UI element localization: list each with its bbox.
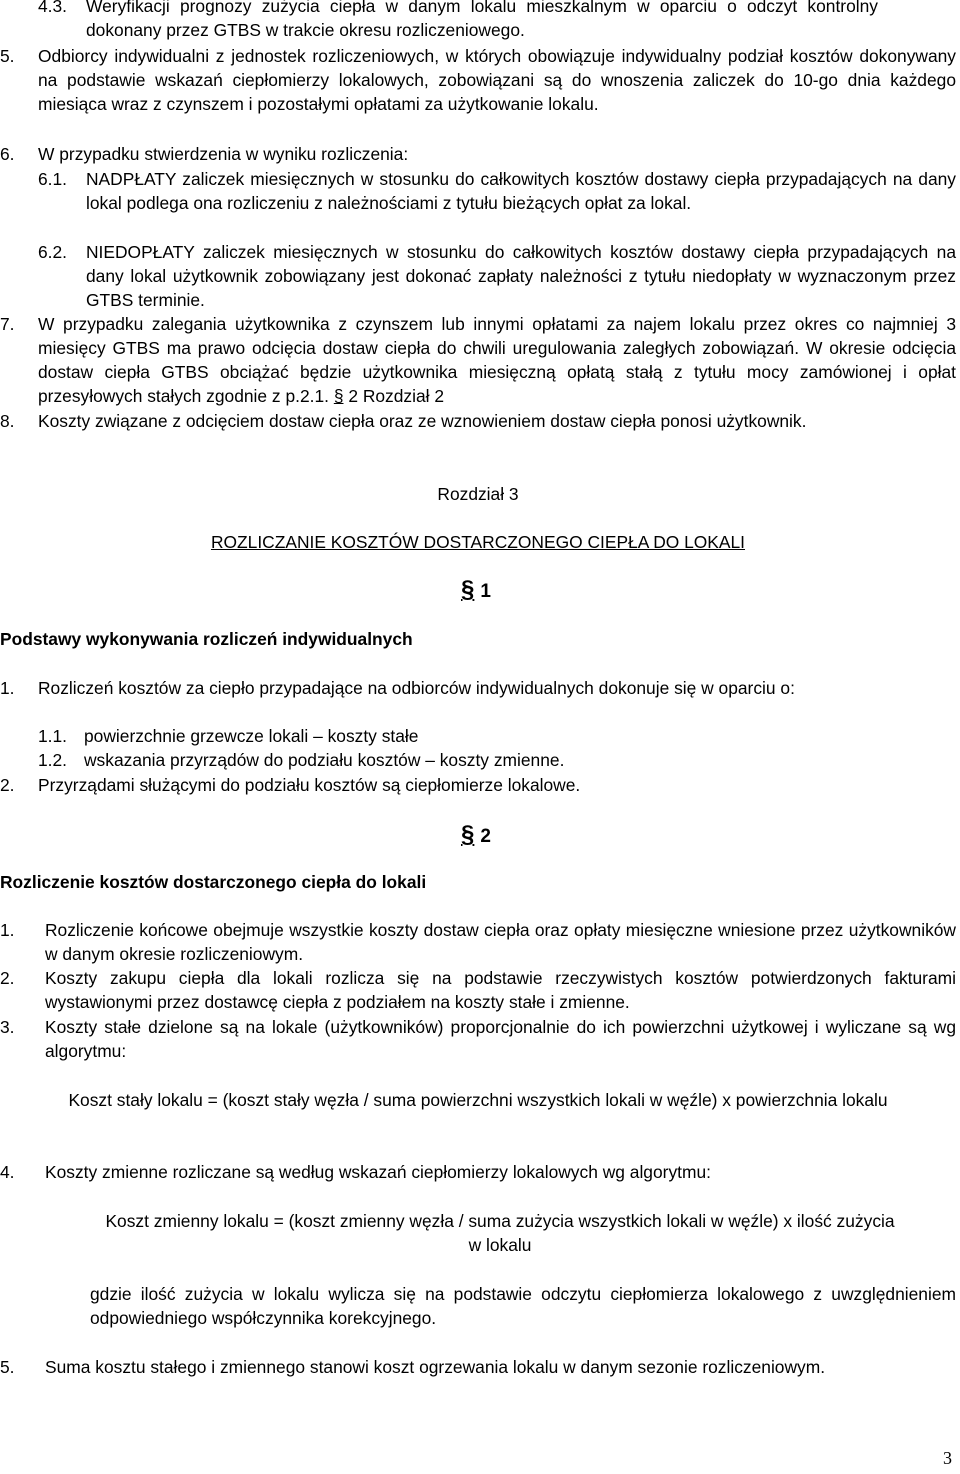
- item-number: 4.: [0, 1162, 15, 1182]
- item-number: 6.1.: [38, 169, 68, 189]
- section-number: 2: [480, 826, 491, 847]
- item-text: wskazania przyrządów do podziału kosztów – koszty zmienne.: [84, 750, 565, 770]
- cross-reference: § 2 Rozdział 2: [333, 386, 445, 406]
- item-text: powierzchnie grzewcze lokali – koszty stałe: [84, 726, 419, 746]
- section-number: 1: [480, 581, 491, 602]
- item-number: 5.: [0, 46, 15, 66]
- item-text: Koszty związane z odcięciem dostaw ciepła oraz ze wznowieniem dostaw ciepła ponosi użytkownik.: [38, 411, 807, 431]
- sec1-item-1-2: [38, 748, 938, 772]
- section-symbol: §: [461, 821, 475, 848]
- item-text: Koszty zmienne rozliczane są według wskazań ciepłomierzy lokalowych wg algorytmu:: [45, 1162, 711, 1182]
- item-number: 4.3.: [38, 0, 68, 16]
- formula-variable-cost: Koszt zmienny lokalu = (koszt zmienny węzła / suma zużycia wszystkich lokali w węźle) x ilość zużycia w lokalu: [105, 1211, 895, 1255]
- chapter-title: ROZLICZANIE KOSZTÓW DOSTARCZONEGO CIEPŁA DO LOKALI: [210, 532, 746, 552]
- item-6-2: [38, 240, 956, 312]
- section-symbol: §: [461, 576, 475, 603]
- item-text: Przyrządami służącymi do podziału kosztów są ciepłomierze lokalowe.: [38, 775, 581, 795]
- item-5: [0, 44, 956, 116]
- section-2-sign: [461, 821, 491, 849]
- item-number: 6.2.: [38, 242, 68, 262]
- item-8: [0, 409, 956, 433]
- item-text: Koszty stałe dzielone są na lokale (użytkowników) proporcjonalnie do ich powierzchni użytkowej i wyliczane są wg algorytmu:: [45, 1017, 956, 1061]
- item-4-3: [38, 0, 878, 42]
- item-number: 1.: [0, 920, 15, 940]
- item-number: 1.: [0, 678, 15, 698]
- sec1-item-2: [0, 773, 956, 797]
- item-text: [0, 312, 956, 408]
- item-number: 2.: [0, 775, 15, 795]
- item-text: Odbiorcy indywidualni z jednostek rozliczeniowych, w których obowiązuje indywidualny podział kosztów dokonywany na podstawie wskazań ciepłomierzy lokalowych, zobowiązani są do wnoszenia zaliczek do 10-go dnia każdego miesiąca wraz z czynszem i pozostałymi opłatami za użytkowanie lokalu.: [38, 46, 956, 114]
- item-number: 1.1.: [38, 726, 68, 746]
- sec1-item-1-1: [38, 724, 938, 748]
- item-number: 2.: [0, 968, 15, 988]
- item-text: Weryfikacji prognozy zużycia ciepła w danym lokalu mieszkalnym w oparciu o odczyt kontrolny dokonany przez GTBS w trakcie okresu rozliczeniowego.: [86, 0, 878, 40]
- section-1-sign: [461, 576, 491, 604]
- item-text: Suma kosztu stałego i zmiennego stanowi koszt ogrzewania lokalu w danym sezonie rozliczeniowym.: [45, 1357, 826, 1377]
- sec1-item-1: [0, 676, 956, 700]
- formula-fixed-cost: Koszt stały lokalu = (koszt stały węzła / suma powierzchni wszystkich lokali w węźle) x powierzchnia lokalu: [68, 1090, 888, 1110]
- item-text: NADPŁATY zaliczek miesięcznych w stosunku do całkowitych kosztów dostawy ciepła przypadających na dany lokal podlega ona rozliczeniu z należnościami z tytułu bieżących opłat za lokal.: [86, 169, 956, 213]
- item-6: [0, 142, 956, 166]
- item-text: NIEDOPŁATY zaliczek miesięcznych w stosunku do całkowitych kosztów dostawy ciepła przypadających na dany lokal użytkownik zobowiązany jest dokonać zapłaty należności z tytułu niedopłaty w wyznaczonym przez GTBS terminie.: [86, 242, 956, 310]
- item-text: Rozliczeń kosztów za ciepło przypadające na odbiorców indywidualnych dokonuje się w oparciu o:: [38, 678, 795, 698]
- section-2-heading: Rozliczenie kosztów dostarczonego ciepła do lokali: [0, 872, 427, 892]
- sec2-item-5: [0, 1355, 956, 1379]
- chapter-label: Rozdział 3: [437, 484, 519, 504]
- item-7: [0, 312, 956, 408]
- sec2-item-2: [0, 966, 956, 1014]
- item-number: 8.: [0, 411, 15, 431]
- item-number: 7.: [0, 314, 15, 334]
- sec2-item-3: [0, 1015, 956, 1063]
- note-consumption: gdzie ilość zużycia w lokalu wylicza się na podstawie odczytu ciepłomierza lokalowego z uwzględnieniem odpowiedniego współczynnika korekcyjnego.: [90, 1284, 956, 1328]
- sec2-item-4: [0, 1160, 956, 1184]
- item-6-1: [38, 167, 956, 215]
- item-number: 6.: [0, 144, 15, 164]
- item-number: 5.: [0, 1357, 15, 1377]
- item-number: 1.2.: [38, 750, 68, 770]
- sec2-item-1: [0, 918, 956, 966]
- item-text: W przypadku stwierdzenia w wyniku rozliczenia:: [38, 144, 409, 164]
- item-number: 3.: [0, 1017, 15, 1037]
- section-1-heading: Podstawy wykonywania rozliczeń indywidualnych: [0, 629, 413, 649]
- item-text: Rozliczenie końcowe obejmuje wszystkie koszty dostaw ciepła oraz opłaty miesięczne wniesione przez użytkowników w danym okresie rozliczeniowym.: [45, 920, 956, 964]
- page-number: 3: [943, 1448, 952, 1468]
- item-text: Koszty zakupu ciepła dla lokali rozlicza się na podstawie rzeczywistych kosztów potwierdzonych fakturami wystawionymi przez dostawcę ciepła z podziałem na koszty stałe i zmienne.: [45, 968, 956, 1012]
- item-text-main: W przypadku zalegania użytkownika z czynszem lub innymi opłatami za najem lokalu przez okres co najmniej 3 miesięcy GTBS ma prawo odcięcia dostaw ciepła do chwili uregulowania zaległych zobowiązań. W okresie odcięcia dostaw ciepła GTBS obciążać będzie użytkownika miesięczną opłatą stałą z tytułu mocy zamówionej i opłat przesyłowych stałych zgodnie z p.2.1.: [38, 314, 956, 406]
